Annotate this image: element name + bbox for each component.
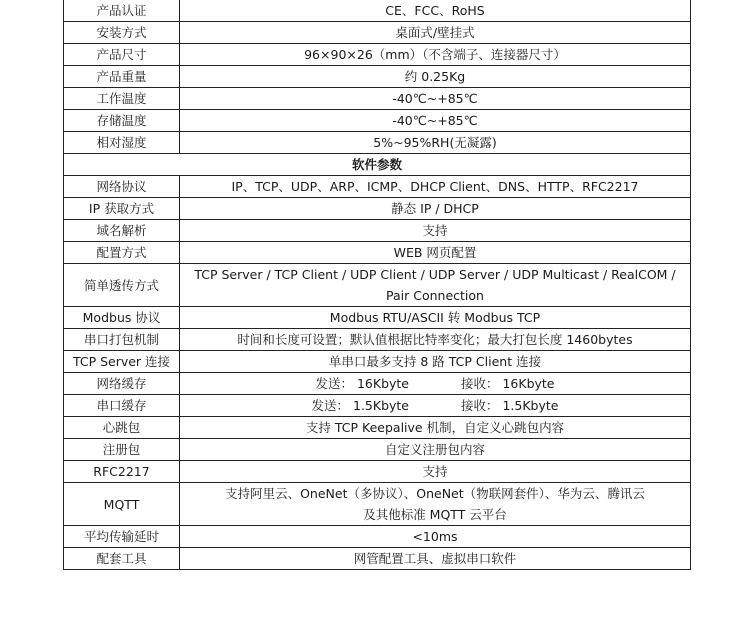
row-label-config: 配置方式	[64, 242, 180, 264]
row-value-latency: <10ms	[180, 526, 691, 548]
table-row	[64, 351, 691, 373]
row-value-certification: CE、FCC、RoHS	[180, 0, 691, 22]
row-value-serial-buffer	[180, 395, 691, 417]
row-label-ip-mode: IP 获取方式	[64, 198, 180, 220]
row-label-modbus: Modbus 协议	[64, 307, 180, 329]
row-value-size: 96×90×26（mm）（不含端子、连接器尺寸）	[180, 44, 691, 66]
row-label-transparent: 简单透传方式	[64, 264, 180, 307]
row-value-ip-mode: 静态 IP / DHCP	[180, 198, 691, 220]
row-label-net-buffer: 网络缓存	[64, 373, 180, 395]
row-value-config: WEB 网页配置	[180, 242, 691, 264]
row-label-serial-buffer: 串口缓存	[64, 395, 180, 417]
table-row	[64, 176, 691, 198]
net-buffer-recv: 接收： 16Kbyte	[461, 376, 555, 391]
table-row	[64, 198, 691, 220]
row-value-network-protocol: IP、TCP、UDP、ARP、ICMP、DHCP Client、DNS、HTTP、RFC2217	[180, 176, 691, 198]
serial-buffer-send: 发送： 1.5Kbyte	[311, 398, 409, 413]
row-value-humidity: 5%~95%RH(无凝露)	[180, 132, 691, 154]
row-label-rfc2217: RFC2217	[64, 461, 180, 483]
row-value-heartbeat: 支持 TCP Keepalive 机制，自定义心跳包内容	[180, 417, 691, 439]
table-row	[64, 483, 691, 526]
row-label-storage-temp: 存储温度	[64, 110, 180, 132]
row-label-network-protocol: 网络协议	[64, 176, 180, 198]
table-row	[64, 439, 691, 461]
table-row	[64, 220, 691, 242]
table-row	[64, 44, 691, 66]
row-label-size: 产品尺寸	[64, 44, 180, 66]
row-value-transparent-line2: Pair Connection	[386, 288, 484, 303]
row-value-mqtt-line2: 及其他标准 MQTT 云平台	[363, 507, 507, 522]
row-value-weight: 约 0.25Kg	[180, 66, 691, 88]
row-label-operating-temp: 工作温度	[64, 88, 180, 110]
row-label-dns: 域名解析	[64, 220, 180, 242]
section-title: 软件参数	[64, 154, 691, 176]
row-value-mqtt-line1: 支持阿里云、OneNet（多协议）、OneNet（物联网套件）、华为云、腾讯云	[225, 486, 645, 501]
row-value-storage-temp: -40℃~+85℃	[180, 110, 691, 132]
serial-buffer-recv: 接收： 1.5Kbyte	[461, 398, 559, 413]
table-row	[64, 132, 691, 154]
row-value-modbus: Modbus RTU/ASCII 转 Modbus TCP	[180, 307, 691, 329]
table-row	[64, 66, 691, 88]
row-label-installation: 安装方式	[64, 22, 180, 44]
table-row	[64, 264, 691, 307]
row-value-operating-temp: -40℃~+85℃	[180, 88, 691, 110]
table-row	[64, 110, 691, 132]
row-value-installation: 桌面式/壁挂式	[180, 22, 691, 44]
table-row	[64, 548, 691, 570]
row-value-register: 自定义注册包内容	[180, 439, 691, 461]
row-label-humidity: 相对湿度	[64, 132, 180, 154]
table-row	[64, 88, 691, 110]
row-label-certification: 产品认证	[64, 0, 180, 22]
net-buffer-send: 发送： 16Kbyte	[315, 376, 409, 391]
row-value-tools: 网管配置工具、虚拟串口软件	[180, 548, 691, 570]
table-row	[64, 373, 691, 395]
row-value-net-buffer	[180, 373, 691, 395]
row-label-weight: 产品重量	[64, 66, 180, 88]
row-value-dns: 支持	[180, 220, 691, 242]
spec-table	[63, 0, 691, 570]
table-row	[64, 461, 691, 483]
row-label-heartbeat: 心跳包	[64, 417, 180, 439]
table-row	[64, 307, 691, 329]
row-value-mqtt	[180, 483, 691, 526]
row-label-packing: 串口打包机制	[64, 329, 180, 351]
table-row	[64, 242, 691, 264]
row-label-tcp-server: TCP Server 连接	[64, 351, 180, 373]
row-value-rfc2217: 支持	[180, 461, 691, 483]
table-row	[64, 526, 691, 548]
table-row	[64, 22, 691, 44]
row-label-register: 注册包	[64, 439, 180, 461]
table-row	[64, 395, 691, 417]
row-value-transparent-line1: TCP Server / TCP Client / UDP Client / UDP Server / UDP Multicast / RealCOM /	[194, 267, 676, 282]
row-value-packing: 时间和长度可设置；默认值根据比特率变化；最大打包长度 1460bytes	[180, 329, 691, 351]
section-header-row	[64, 154, 691, 176]
row-label-mqtt: MQTT	[64, 483, 180, 526]
table-row	[64, 417, 691, 439]
row-value-transparent	[180, 264, 691, 307]
row-label-tools: 配套工具	[64, 548, 180, 570]
row-label-latency: 平均传输延时	[64, 526, 180, 548]
table-row	[64, 329, 691, 351]
table-row	[64, 0, 691, 22]
row-value-tcp-server: 单串口最多支持 8 路 TCP Client 连接	[180, 351, 691, 373]
